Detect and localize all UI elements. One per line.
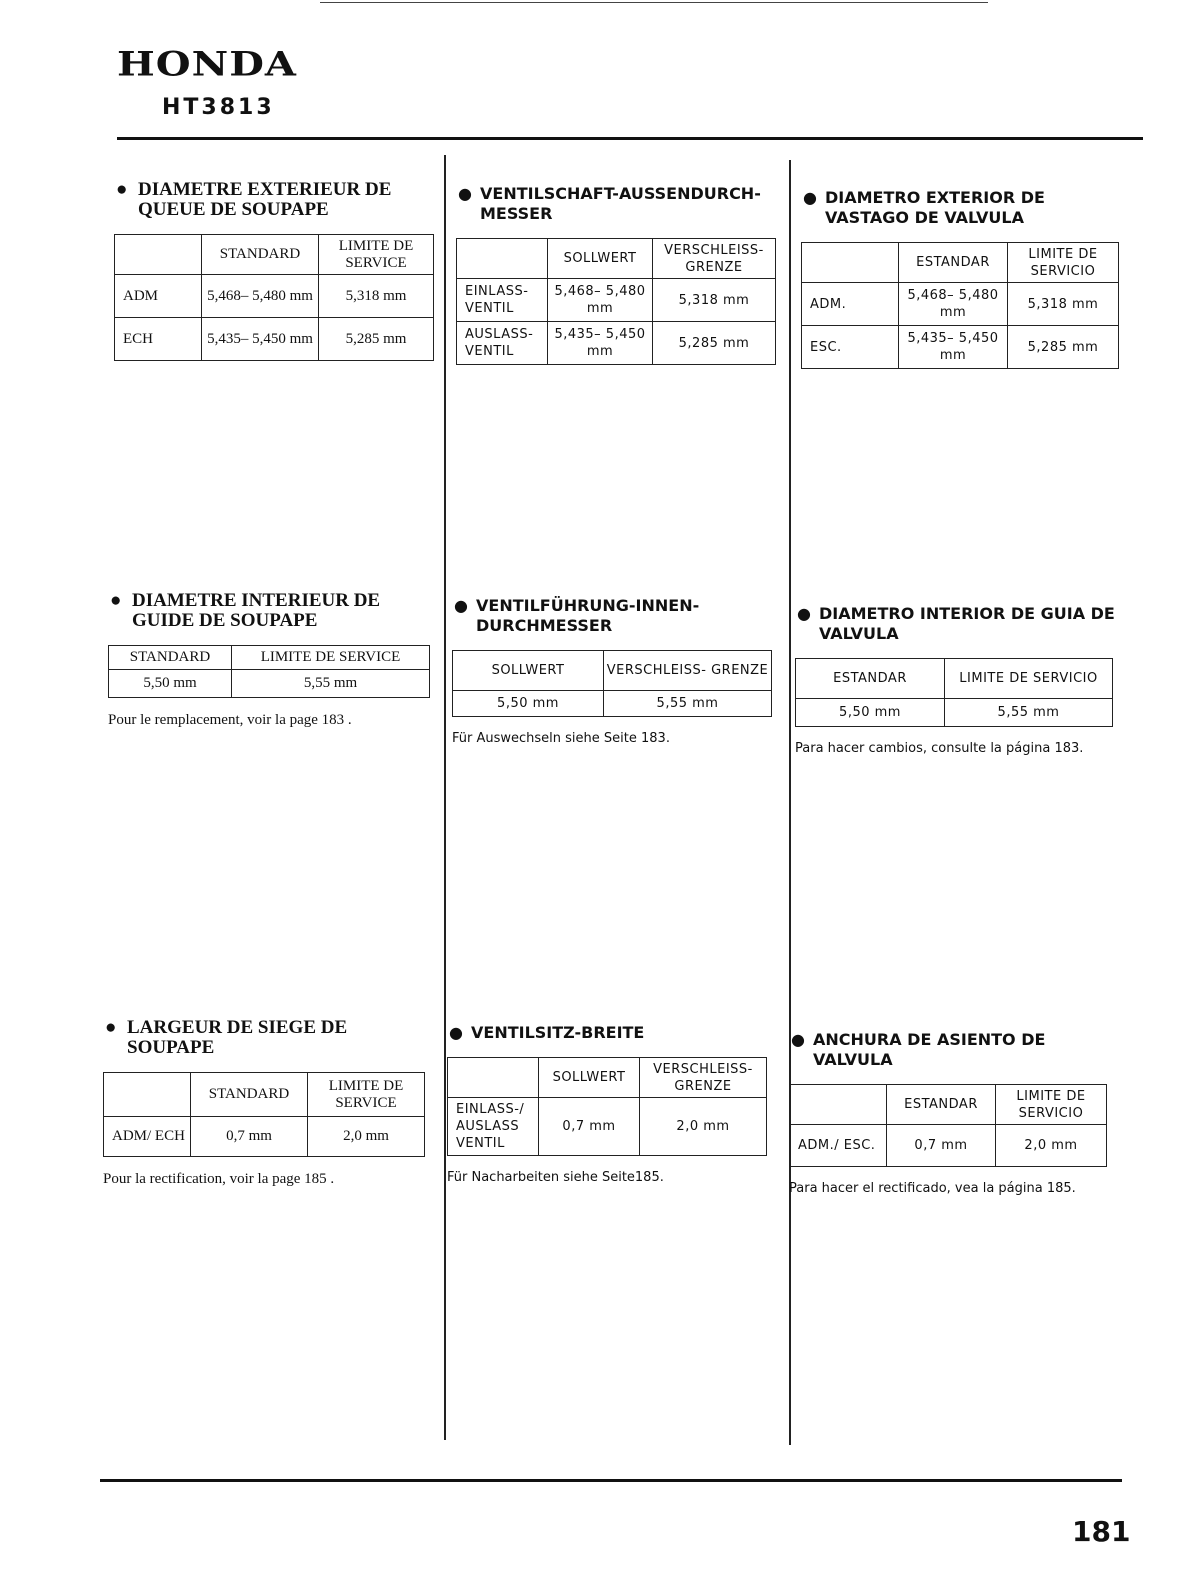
standard-value: 5,468– 5,480 mm	[202, 275, 319, 318]
column-header: SOLLWERT	[453, 651, 604, 691]
de-seat-title: ● VENTILSITZ-BREITE	[449, 1023, 645, 1042]
fr-stem-title: ● DIAMETRE EXTERIEUR DE QUEUE DE SOUPAPE	[116, 179, 392, 220]
column-header: STANDARD	[202, 235, 319, 275]
limit-value: 5,318 mm	[1008, 283, 1119, 326]
fr-seat-section	[103, 1018, 427, 1188]
fr-stem-table	[114, 234, 434, 361]
row-label: AUSLASS- VENTIL	[457, 322, 548, 365]
standard-value: 5,435– 5,450 mm	[202, 318, 319, 361]
es-stem-table	[801, 242, 1119, 369]
limit-value: 5,55 mm	[232, 670, 430, 698]
row-label: ESC.	[802, 326, 899, 369]
column-header: STANDARD	[191, 1073, 308, 1117]
column-header: VERSCHLEISS- GRENZE	[653, 239, 776, 279]
es-guide-note: Para hacer cambios, consulte la página 183.	[795, 741, 1084, 756]
fr-guide-section	[108, 591, 432, 729]
standard-value: 5,435– 5,450 mm	[899, 326, 1008, 369]
de-guide-section	[452, 596, 774, 746]
fr-seat-title: ● LARGEUR DE SIEGE DE SOUPAPE	[105, 1017, 348, 1058]
es-stem-section	[801, 188, 1121, 369]
es-guide-section	[795, 604, 1117, 756]
row-label: ADM	[115, 275, 202, 318]
standard-value: 0,7 mm	[191, 1117, 308, 1157]
limit-value: 5,318 mm	[653, 279, 776, 322]
column-header: ESTANDAR	[796, 659, 945, 699]
column-header: LIMITE DE SERVICIO	[996, 1085, 1107, 1125]
es-seat-section	[789, 1030, 1111, 1196]
column-header: VERSCHLEISS- GRENZE	[604, 651, 772, 691]
top-hairline	[320, 2, 988, 3]
row-label: ADM/ ECH	[104, 1117, 191, 1157]
limit-value: 5,55 mm	[604, 691, 772, 717]
row-label: EINLASS- VENTIL	[457, 279, 548, 322]
standard-value: 5,50 mm	[109, 670, 232, 698]
column-header: LIMITE DE SERVICIO	[1008, 243, 1119, 283]
fr-guide-title: ● DIAMETRE INTERIEUR DE GUIDE DE SOUPAPE	[110, 590, 381, 631]
limit-value: 2,0 mm	[640, 1098, 767, 1156]
column-header: LIMITE DE SERVICE	[319, 235, 434, 275]
limit-value: 5,55 mm	[945, 699, 1113, 727]
column-header: SOLLWERT	[539, 1058, 640, 1098]
de-seat-note: Für Nacharbeiten siehe Seite185.	[447, 1170, 664, 1185]
standard-value: 5,435– 5,450 mm	[548, 322, 653, 365]
fr-stem-section	[114, 180, 436, 361]
limit-value: 2,0 mm	[996, 1125, 1107, 1167]
column-header: LIMITE DE SERVICIO	[945, 659, 1113, 699]
column-header: SOLLWERT	[548, 239, 653, 279]
column-divider-2	[789, 160, 791, 1445]
standard-value: 5,468– 5,480 mm	[548, 279, 653, 322]
limit-value: 5,318 mm	[319, 275, 434, 318]
standard-value: 5,50 mm	[796, 699, 945, 727]
column-header: ESTANDAR	[899, 243, 1008, 283]
row-label: ADM./ ESC.	[790, 1125, 887, 1167]
es-guide-title: ● DIAMETRO INTERIOR DE GUIA DE VALVULA	[797, 604, 1115, 643]
fr-guide-table	[108, 645, 430, 698]
standard-value: 0,7 mm	[887, 1125, 996, 1167]
header-rule	[117, 137, 1143, 140]
es-seat-note: Para hacer el rectificado, vea la página 185.	[789, 1181, 1076, 1196]
es-seat-title: ● ANCHURA DE ASIENTO DE VALVULA	[791, 1030, 1046, 1069]
es-seat-table	[789, 1084, 1107, 1167]
de-guide-table	[452, 650, 772, 717]
de-seat-table	[447, 1057, 767, 1156]
standard-value: 5,50 mm	[453, 691, 604, 717]
column-header: STANDARD	[109, 646, 232, 670]
fr-seat-table	[103, 1072, 425, 1157]
es-guide-table	[795, 658, 1113, 727]
footer-rule	[100, 1479, 1122, 1482]
limit-value: 5,285 mm	[319, 318, 434, 361]
row-label: EINLASS-/ AUSLASS VENTIL	[448, 1098, 539, 1156]
de-stem-section	[456, 184, 778, 365]
limit-value: 5,285 mm	[653, 322, 776, 365]
column-header: VERSCHLEISS- GRENZE	[640, 1058, 767, 1098]
de-guide-note: Für Auswechseln siehe Seite 183.	[452, 731, 670, 746]
column-header: LIMITE DE SERVICE	[308, 1073, 425, 1117]
honda-logo: HONDA	[117, 44, 297, 84]
row-label: ECH	[115, 318, 202, 361]
limit-value: 5,285 mm	[1008, 326, 1119, 369]
model-number: HT3813	[162, 95, 275, 120]
page-number: 181	[1072, 1515, 1131, 1548]
limit-value: 2,0 mm	[308, 1117, 425, 1157]
de-guide-title: ● VENTILFÜHRUNG-INNEN- DURCHMESSER	[454, 596, 700, 635]
row-label: ADM.	[802, 283, 899, 326]
fr-guide-note: Pour le remplacement, voir la page 183 .	[108, 712, 352, 728]
de-stem-table	[456, 238, 776, 365]
column-header: LIMITE DE SERVICE	[232, 646, 430, 670]
es-stem-title: ● DIAMETRO EXTERIOR DE VASTAGO DE VALVULA	[803, 188, 1045, 227]
standard-value: 0,7 mm	[539, 1098, 640, 1156]
de-stem-title: ● VENTILSCHAFT-AUSSENDURCH- MESSER	[458, 184, 761, 223]
standard-value: 5,468– 5,480 mm	[899, 283, 1008, 326]
de-seat-section	[447, 1023, 769, 1185]
column-header: ESTANDAR	[887, 1085, 996, 1125]
column-divider-1	[444, 155, 446, 1440]
fr-seat-note: Pour la rectification, voir la page 185 .	[103, 1171, 335, 1187]
